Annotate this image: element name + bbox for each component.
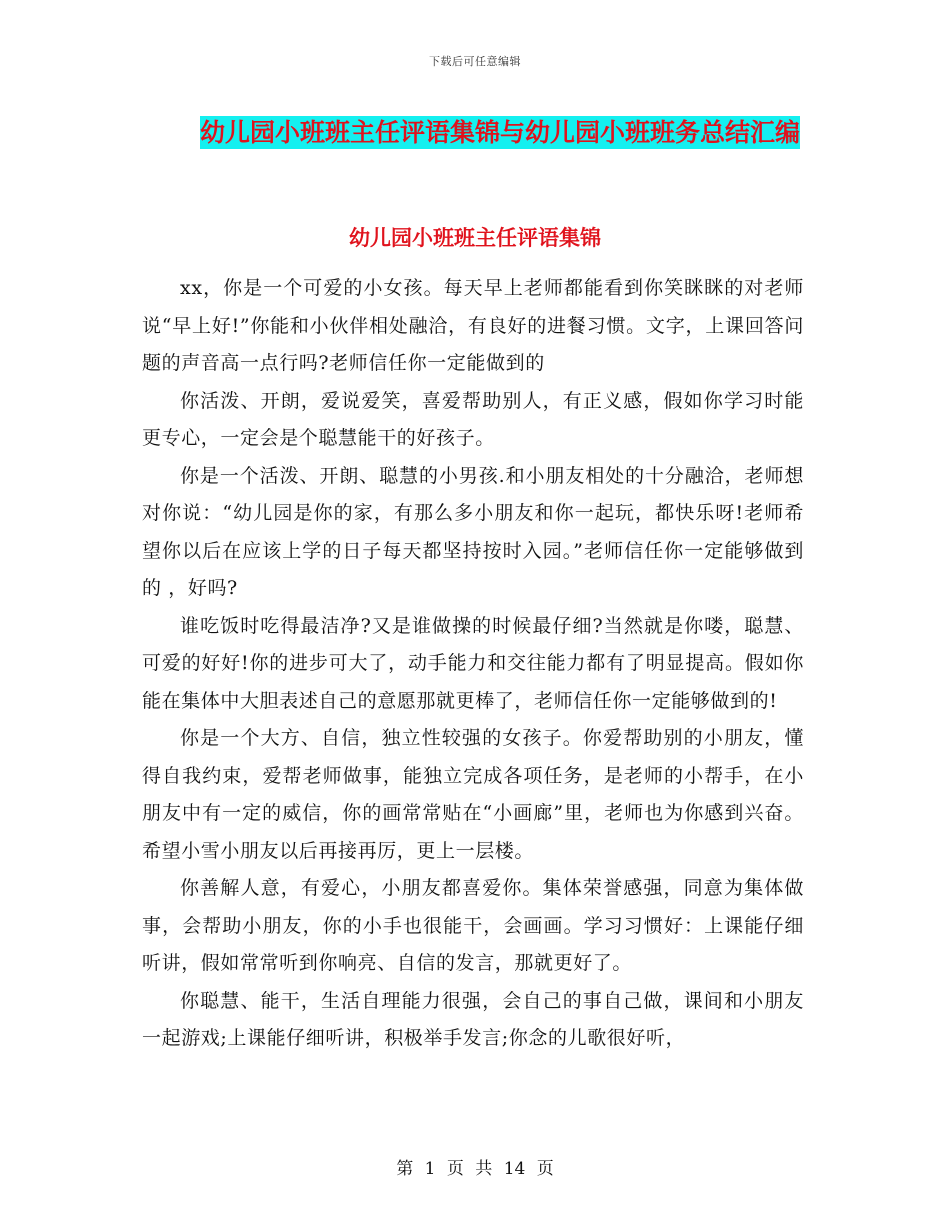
paragraph: 你聪慧、能干，生活自理能力很强，会自己的事自己做，课间和小朋友一起游戏;上课能仔细听讲，积极举手发言;你念的儿歌很好听， [142,989,804,1049]
paragraph: 谁吃饭时吃得最洁净?又是谁做操的时候最仔细?当然就是你喽，聪慧、可爱的好好!你的进步可大了，动手能力和交往能力都有了明显提高。假如你能在集体中大胆表述自己的意愿那就更棒了，老师信任你一定能够做到的! [142,614,804,712]
paragraph: xx，你是一个可爱的小女孩。每天早上老师都能看到你笑眯眯的对老师说“早上好!”你能和小伙伴相处融洽，有良好的进餐习惯。文字，上课回答问题的声音高一点行吗?老师信任你一定能做到的 [142,277,804,374]
document-title [180,108,820,158]
document-title-text: 幼儿园小班班主任评语集锦与幼儿园小班班务总结汇编 [199,118,800,147]
paragraph: 你善解人意，有爱心，小朋友都喜爱你。集体荣誉感强，同意为集体做事，会帮助小朋友，你的小手也很能干，会画画。学习习惯好：上课能仔细听讲，假如常常听到你响亮、自信的发言，那就更好了。 [142,877,804,974]
section-title: 幼儿园小班班主任评语集锦 [349,226,601,250]
page-header-note: 下载后可任意编辑 [429,55,521,68]
document-body [142,270,804,1058]
paragraph: 你活泼、开朗，爱说爱笑，喜爱帮助别人，有正义感，假如你学习时能更专心，一定会是个聪慧能干的好孩子。 [142,389,804,449]
paragraph: 你是一个活泼、开朗、聪慧的小男孩.和小朋友相处的十分融洽，老师想对你说：“幼儿园是你的家，有那么多小朋友和你一起玩，都快乐呀!老师希望你以后在应该上学的日子每天都坚持按时入园。”老师信任你一定能够做到的 ，好吗? [142,464,804,599]
paragraph: 你是一个大方、自信，独立性较强的女孩子。你爱帮助别的小朋友，懂得自我约束，爱帮老师做事，能独立完成各项任务，是老师的小帮手，在小朋友中有一定的威信，你的画常常贴在“小画廊”里，老师也为你感到兴奋。希望小雪小朋友以后再接再厉，更上一层楼。 [142,727,804,862]
page-number: 第 1 页 共 14 页 [396,1159,554,1179]
